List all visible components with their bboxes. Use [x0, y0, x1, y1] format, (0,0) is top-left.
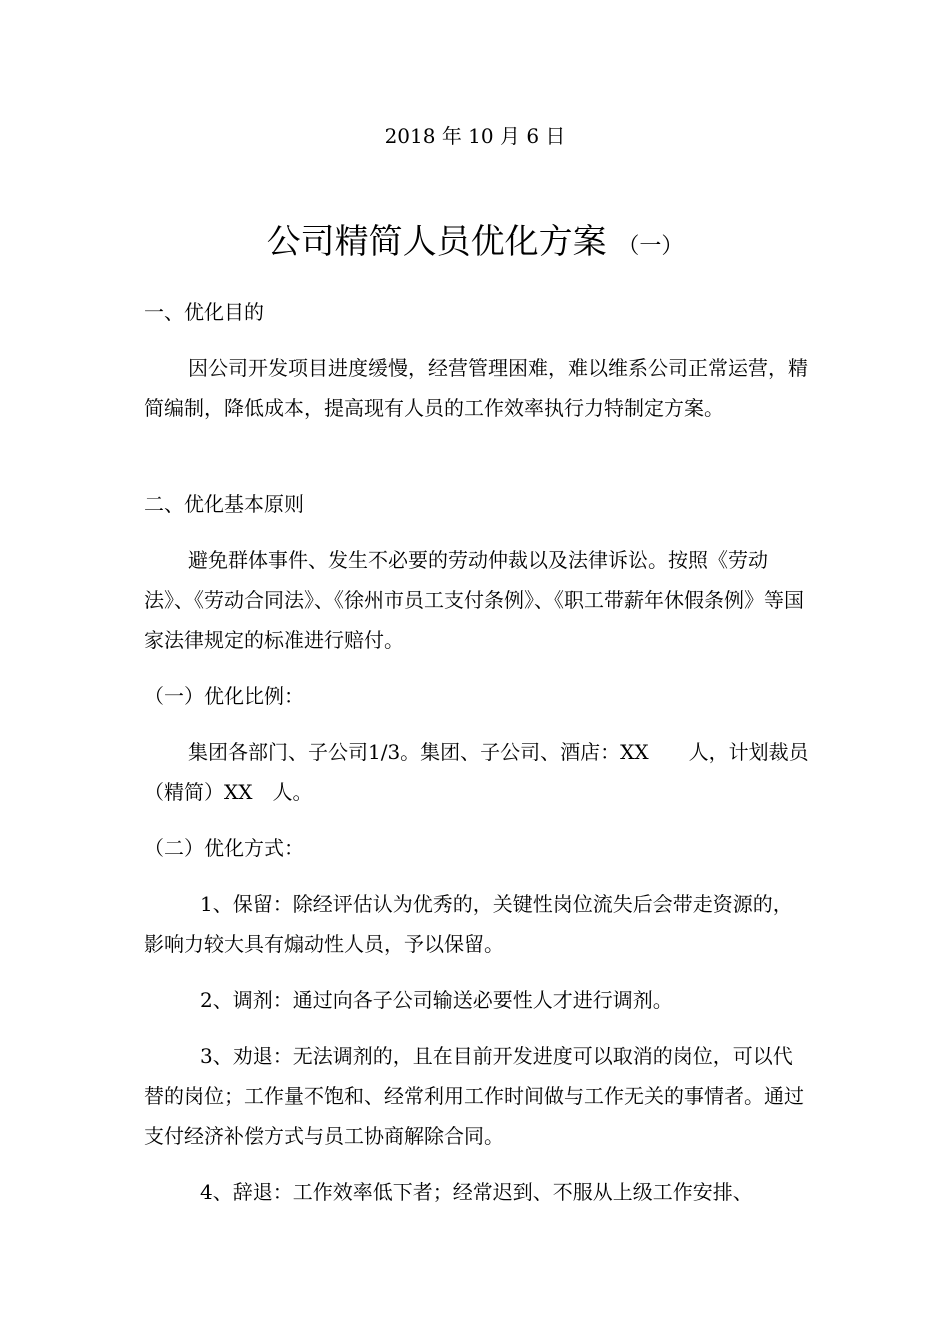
- sub1-body: 集团各部门、子公司1/3。集团、子公司、酒店：XX 人，计划裁员（精简）XX 人。: [144, 740, 809, 804]
- section2-heading: 二、优化基本原则: [144, 492, 304, 516]
- document-title: [0, 218, 950, 271]
- title-text: 公司精简人员优化方案: [266, 222, 607, 262]
- sub1-heading: （一）优化比例：: [144, 684, 304, 708]
- sub2-heading: （二）优化方式：: [144, 836, 304, 860]
- list-item: 1、保留：除经评估认为优秀的，关键性岗位流失后会带走资源的，影响力较大具有煽动性人员，予以保留。: [144, 892, 793, 956]
- section2-body: 避免群体事件、发生不必要的劳动仲裁以及法律诉讼。按照《劳动法》、《劳动合同法》、《徐州市员工支付条例》、《职工带薪年休假条例》等国家法律规定的标准进行赔付。: [144, 548, 804, 652]
- list-item: 4、辞退：工作效率低下者；经常迟到、不服从上级工作安排、: [200, 1180, 753, 1204]
- document-date: 2018 年 10 月 6 日: [384, 124, 566, 148]
- section1-body: 因公司开发项目进度缓慢，经营管理困难，难以维系公司正常运营，精简编制，降低成本，提高现有人员的工作效率执行力特制定方案。: [144, 356, 808, 420]
- section1-heading: 一、优化目的: [144, 300, 264, 324]
- list-item: 3、劝退：无法调剂的，且在目前开发进度可以取消的岗位，可以代替的岗位；工作量不饱和、经常利用工作时间做与工作无关的事情者。通过支付经济补偿方式与员工协商解除合同。: [144, 1044, 804, 1148]
- list-item: 2、调剂：通过向各子公司输送必要性人才进行调剂。: [200, 988, 673, 1012]
- title-suffix: （一）: [617, 234, 684, 259]
